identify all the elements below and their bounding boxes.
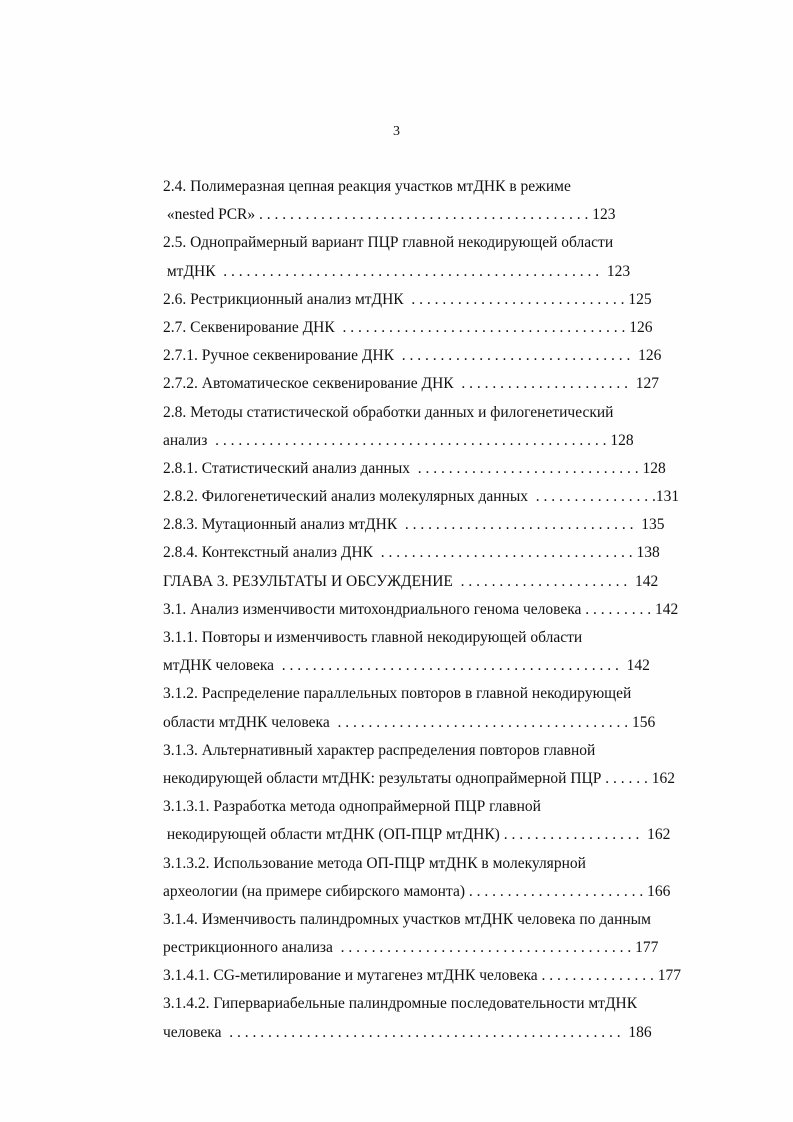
toc-line: «nested PCR» . . . . . . . . . . . . . . . . . . . . . . . . . . . . . . . . . . . . . . . . . . . 123 (163, 206, 616, 224)
toc-line: мтДНК . . . . . . . . . . . . . . . . . . . . . . . . . . . . . . . . . . . . . . . . . . . . . . . . . 123 (163, 262, 631, 280)
toc-line: 3.1.3.1. Разработка метода однопраймерной ПЦР главной (163, 798, 541, 816)
toc-line: 2.8.3. Мутационный анализ мтДНК . . . . . . . . . . . . . . . . . . . . . . . . . . . . . . 135 (163, 516, 665, 534)
toc-line: 3.1.3.2. Использование метода ОП-ПЦР мтДНК в молекулярной (163, 854, 586, 872)
toc-line: 3.1. Анализ изменчивости митохондриального генома человека . . . . . . . . . 142 (163, 600, 679, 618)
toc-line: 2.8.4. Контекстный анализ ДНК . . . . . . . . . . . . . . . . . . . . . . . . . . . . . . . . . 138 (163, 544, 660, 562)
toc-line: области мтДНК человека . . . . . . . . . . . . . . . . . . . . . . . . . . . . . . . . . . . . . . 156 (163, 713, 656, 731)
toc-line: 2.8. Методы статистической обработки данных и филогенетический (163, 403, 614, 421)
toc-line: человека . . . . . . . . . . . . . . . . . . . . . . . . . . . . . . . . . . . . . . . . . . . . . . . . . . . 186 (163, 1023, 652, 1041)
toc-line: мтДНК человека . . . . . . . . . . . . . . . . . . . . . . . . . . . . . . . . . . . . . . . . . . . . 142 (163, 657, 650, 675)
toc-line: 2.5. Однопраймерный вариант ПЦР главной некодирующей области (163, 234, 614, 252)
toc-line: 2.6. Рестрикционный анализ мтДНК . . . . . . . . . . . . . . . . . . . . . . . . . . . . 125 (163, 290, 652, 308)
toc-line: 2.7. Секвенирование ДНК . . . . . . . . . . . . . . . . . . . . . . . . . . . . . . . . . . . . . 126 (163, 318, 653, 336)
toc-line: 3.1.3. Альтернативный характер распределения повторов главной (163, 741, 596, 759)
toc-line: 3.1.1. Повторы и изменчивость главной некодирующей области (163, 629, 583, 646)
toc-line: анализ . . . . . . . . . . . . . . . . . . . . . . . . . . . . . . . . . . . . . . . . . . . . . . . . . . . 128 (163, 431, 634, 449)
toc-line: 2.8.2. Филогенетический анализ молекулярных данных . . . . . . . . . . . . . . . .131 (163, 488, 680, 506)
toc-line: 2.7.2. Автоматическое секвенирование ДНК . . . . . . . . . . . . . . . . . . . . . . 127 (163, 375, 660, 393)
toc-line: некодирующей области мтДНК (ОП-ПЦР мтДНК) . . . . . . . . . . . . . . . . . . 162 (163, 826, 671, 844)
toc-line: 3.1.4.1. CG-метилирование и мутагенез мтДНК человека . . . . . . . . . . . . . . . 177 (163, 967, 682, 985)
toc-line: 3.1.4. Изменчивость палиндромных участков мтДНК человека по данным (163, 910, 651, 928)
toc-line: некодирующей области мтДНК: результаты однопраймерной ПЦР . . . . . . 162 (163, 769, 675, 787)
toc-line: рестрикционного анализа . . . . . . . . . . . . . . . . . . . . . . . . . . . . . . . . . . . . . . 177 (163, 939, 659, 957)
page-number: 3 (393, 124, 400, 139)
toc-line: 2.8.1. Статистический анализ данных . . . . . . . . . . . . . . . . . . . . . . . . . . . . . 128 (163, 459, 666, 477)
toc-line: ГЛАВА 3. РЕЗУЛЬТАТЫ И ОБСУЖДЕНИЕ . . . . . . . . . . . . . . . . . . . . . . 142 (163, 572, 659, 590)
toc-line: 2.7.1. Ручное секвенирование ДНК . . . . . . . . . . . . . . . . . . . . . . . . . . . . . . 126 (163, 347, 662, 365)
toc-line: археологии (на примере сибирского мамонта) . . . . . . . . . . . . . . . . . . . . . . . 166 (163, 882, 671, 900)
toc-line: 2.4. Полимеразная цепная реакция участков мтДНК в режиме (163, 178, 571, 195)
table-of-contents (163, 173, 703, 1047)
toc-line: 3.1.2. Распределение параллельных повторов в главной некодирующей (163, 685, 632, 703)
toc-line: 3.1.4.2. Гипервариабельные палиндромные последовательности мтДНК (163, 995, 638, 1013)
